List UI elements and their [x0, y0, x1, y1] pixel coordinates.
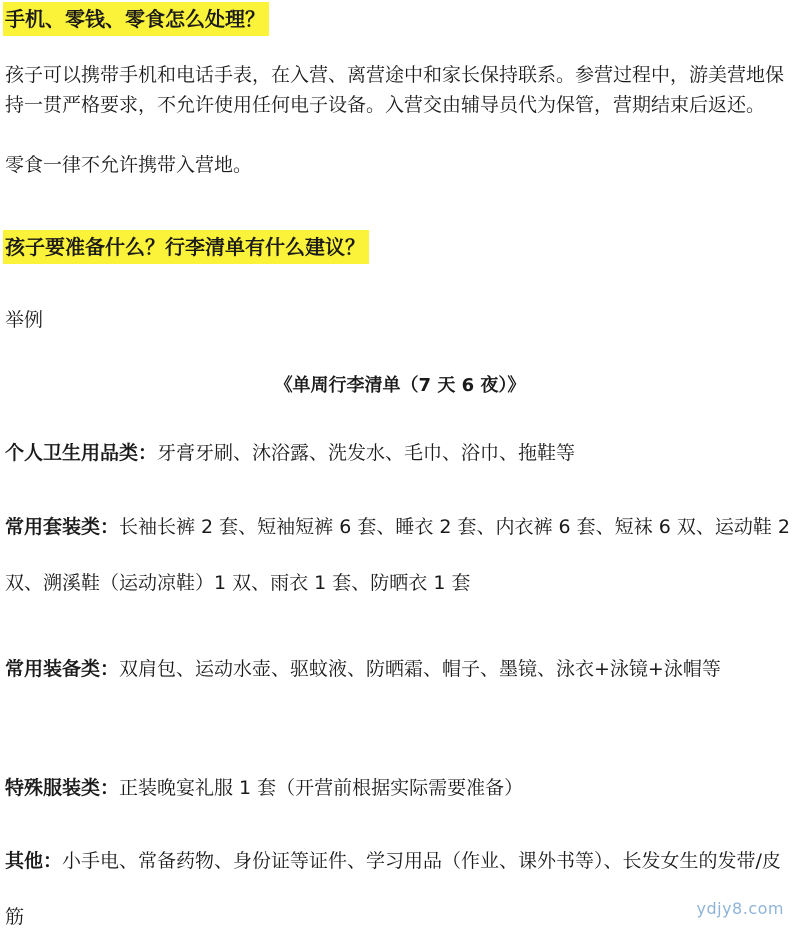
packing-item-clothing-sets [5, 499, 795, 611]
packing-item-label: 常用套装类： [5, 516, 120, 538]
packing-item-other [5, 833, 795, 945]
packing-list-title: 《单周行李清单（7 天 6 夜）》 [274, 375, 526, 396]
paragraph-snacks-policy: 零食一律不允许携带入营地。 [5, 154, 253, 176]
packing-item-text: 长袖长裤 2 套、短袖短裤 6 套、睡衣 2 套、内衣裤 6 套、短袜 6 双、运动鞋 2 双、溯溪鞋（运动凉鞋）1 双、雨衣 1 套、防晒衣 1 套 [5, 516, 790, 594]
example-label: 举例 [5, 309, 44, 331]
packing-item-equipment [5, 641, 795, 697]
section-heading-phone-money-snacks: 手机、零钱、零食怎么处理？ [3, 2, 269, 36]
section-heading-packing-list: 孩子要准备什么？行李清单有什么建议？ [3, 230, 369, 264]
packing-item-text: 正装晚宴礼服 1 套（开营前根据实际需要准备） [119, 777, 524, 799]
site-watermark: ydjy8.com [696, 899, 784, 918]
packing-item-label: 常用装备类： [5, 658, 120, 680]
packing-item-label: 特殊服装类： [5, 777, 120, 799]
paragraph-devices-policy: 孩子可以携带手机和电话手表，在入营、离营途中和家长保持联系。参营过程中，游美营地保持一贯严格要求，不允许使用任何电子设备。入营交由辅导员代为保管，营期结束后返还。 [5, 64, 785, 116]
packing-item-text: 双肩包、运动水壶、驱蚊液、防晒霜、帽子、墨镜、泳衣+泳镜+泳帽等 [119, 658, 721, 680]
packing-item-hygiene [5, 425, 795, 481]
packing-item-label: 个人卫生用品类： [5, 442, 158, 464]
packing-item-text: 牙膏牙刷、沐浴露、洗发水、毛巾、浴巾、拖鞋等 [157, 442, 576, 464]
packing-item-label: 其他： [5, 850, 63, 872]
packing-item-text: 小手电、常备药物、身份证等证件、学习用品（作业、课外书等）、长发女生的发带/皮筋 [5, 850, 781, 928]
packing-item-formal-wear [5, 760, 795, 816]
